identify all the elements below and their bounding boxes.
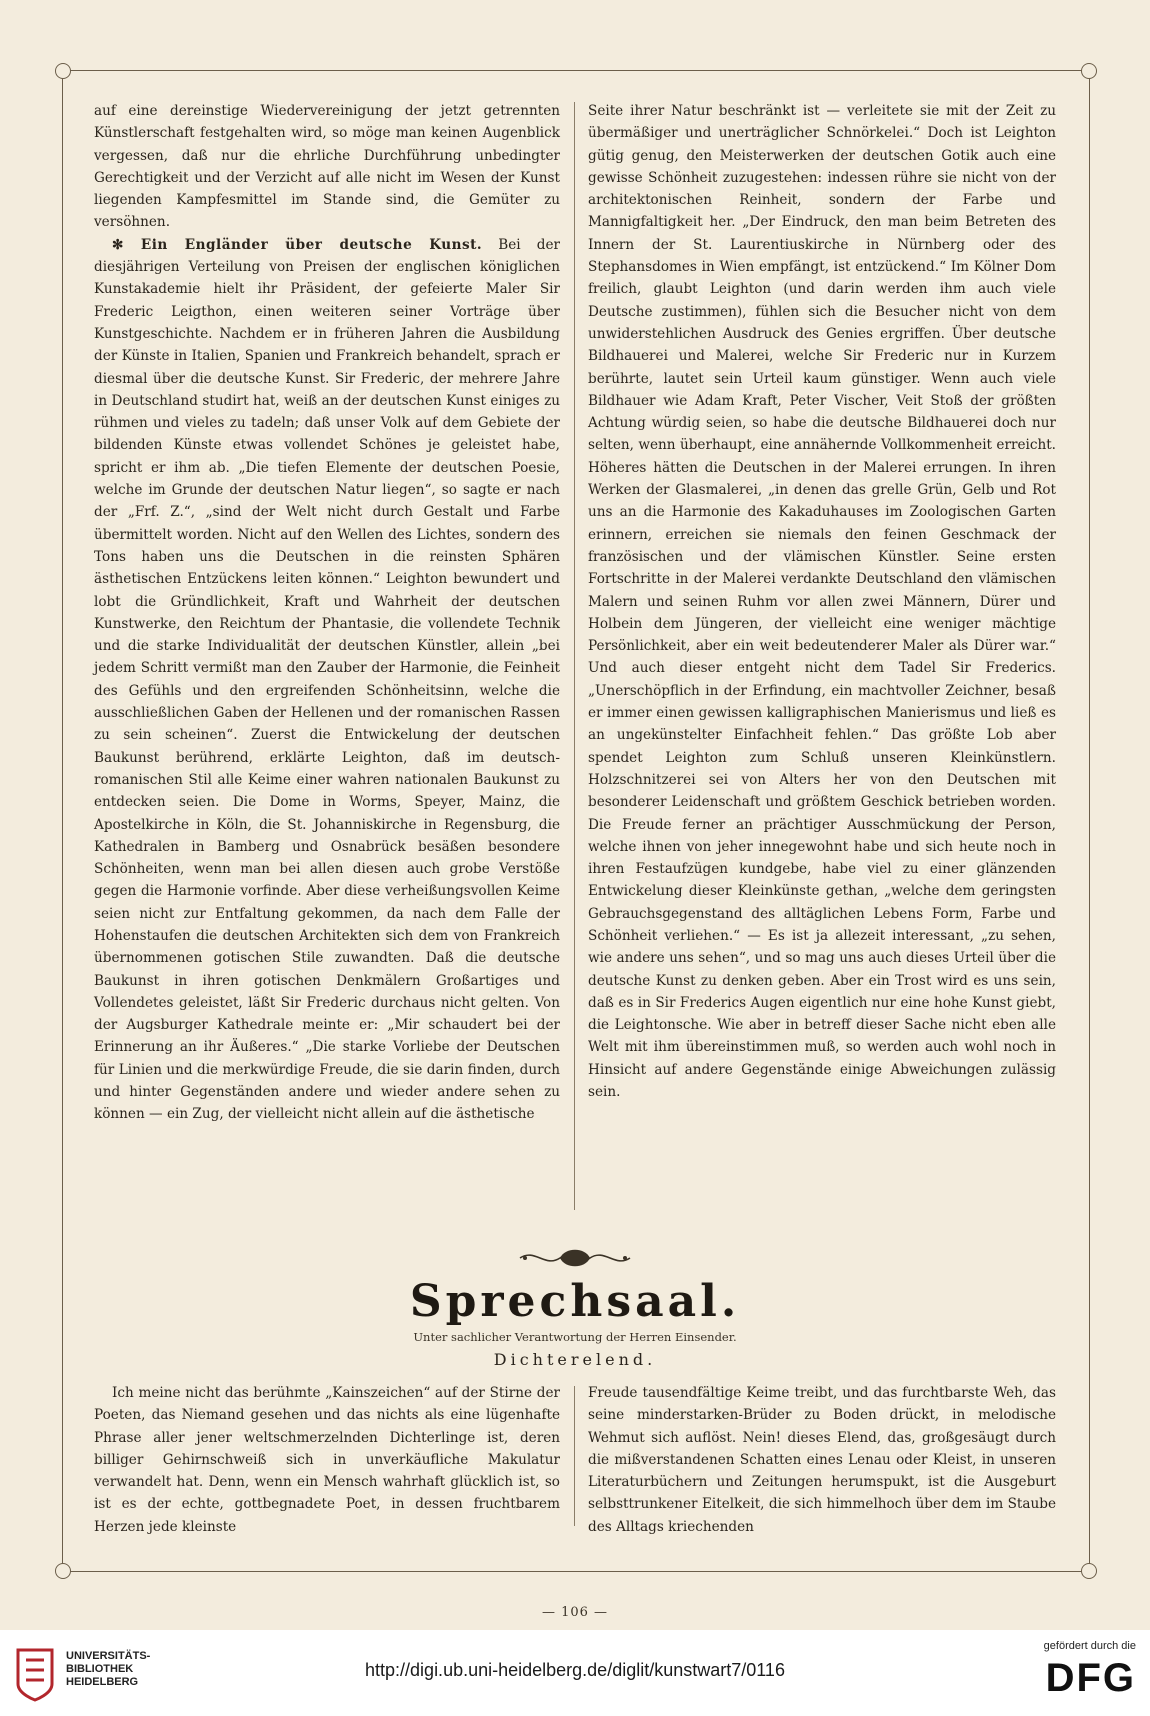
corner-ornament-icon [55, 1563, 71, 1579]
sprechsaal-column-right [588, 1382, 1056, 1538]
footer-bar [0, 1630, 1150, 1716]
section-subtitle: Unter sachlicher Verantwortung der Herren Einsender. [413, 1330, 737, 1344]
university-name-line: HEIDELBERG [66, 1676, 139, 1688]
source-url-link[interactable]: http://digi.ub.uni-heidelberg.de/diglit/kunstwart7/0116 [365, 1660, 785, 1680]
university-name-line: BIBLIOTHEK [66, 1663, 134, 1675]
sprechsaal-column-left [94, 1382, 560, 1538]
corner-ornament-icon [55, 63, 71, 79]
corner-ornament-icon [1081, 1563, 1097, 1579]
column-divider [574, 1386, 575, 1526]
page-number: — 106 — [541, 1605, 609, 1620]
university-name-line: UNIVERSITÄTS- [66, 1650, 151, 1662]
flourish-ornament-icon [515, 1243, 635, 1273]
article-paragraph [94, 234, 560, 1126]
column-divider [574, 102, 575, 1210]
article-heading: Dichterelend. [493, 1350, 657, 1369]
section-title: Sprechsaal. [409, 1276, 741, 1327]
dfg-logo: DFG [1045, 1656, 1136, 1700]
corner-ornament-icon [1081, 63, 1097, 79]
article-paragraph: Seite ihrer Natur beschränkt ist — verleitete sie mit der Zeit zu übermäßiger und unerträglicher Schnörkelei.“ Doch ist Leighton gütig genug, den Meisterwerken der deutschen Gotik auch eine gewisse Schönheit zuzugestehen: indessen rühre sie nicht von der architektonischen Reinheit, sondern der Farbe und Mannigfaltigkeit her. „Der Eindruck, den man beim Betreten des Innern der St. Laurentiuskirche in Nürnberg oder des Stephansdomes in Wien empfängt, ist entzückend.“ Im Kölner Dom freilich, glaubt Leighton (und darin werden ihm auch viele Deutsche zustimmen), fühlen sich die Besucher nicht von dem unwiderstehlichen Ausdruck des Genies ergriffen. Über deutsche Bildhauerei und Malerei, welche Sir Frederic nur in Kurzem berührte, lautet sein Urteil kaum günstiger. Wenn auch viele Bildhauer wie Adam Kraft, Peter Vischer, Veit Stoß der größten Achtung würdig seien, so habe die deutsche Bildhauerei doch nur selten, wenn überhaupt, eine annähernde Vollkommenheit erreicht. Höheres hätten die Deutschen in der Malerei errungen. In ihren Werken der Glasmalerei, „in denen das grelle Grün, Gelb und Rot uns an die Harmonie des Kakaduhauses im Zoologischen Garten erinnern, erreichen sie niemals den feinen Geschmack der französischen und der vlämischen Künstler. Seine ersten Fortschritte in der Malerei verdankte Deutschland den vlämischen Malern und seinen Ruhm vor allen zwei Männern, Dürer und Holbein dem Jüngeren, der vielleicht eine weniger mächtige Persönlichkeit, aber ein weit bedeutenderer Maler als Dürer war.“ Und auch dieser entgeht nicht dem Tadel Sir Frederics. „Unerschöpflich in der Erfindung, ein machtvoller Zeichner, besaß er immer einen gewissen kalligraphischen Manierismus und ließ es an ungekünstelter Einfachheit fehlen.“ Das größte Lob aber spendet Leighton zum Schluß unseren Kleinkünstlern. Holzschnitzerei sei von Alters her von den Deutschen mit besonderer Leidenschaft und größtem Geschick betrieben worden. Die Freude ferner an prächtiger Ausschmückung der Person, welche ihnen von jeher innegewohnt habe und sich heute noch in ihren Festaufzügen kundgebe, habe viel zu einer glänzenden Entwickelung dieser Kleinkünste gethan, „welche dem geringsten Gebrauchsgegenstand des alltäglichen Lebens Form, Farbe und Schönheit verliehen.“ — Es ist ja allezeit interessant, „zu sehen, wie andere uns sehen“, und so mag uns auch dieses Urteil über die deutsche Kunst zu denken geben. Aber ein Trost wird es uns sein, daß es in Sir Frederics Augen eigentlich nur eine hohe Kunst giebt, die Leightonsche. Wie aber in betreff dieser Sache nicht eben alle Welt mit ihm übereinstimmen muß, so werden auch wohl noch in Hinsicht auf andere Gegenstände einige Abweichungen zulässig sein. [588, 103, 1056, 1101]
article-column-left [94, 100, 560, 1126]
article-column-right [588, 100, 1056, 1103]
funding-note: gefördert durch die [1043, 1640, 1136, 1652]
article-paragraph: auf eine dereinstige Wiedervereinigung der jetzt getrennten Künstlerschaft festgehalten wird, so möge man keinen Augenblick vergessen, daß nur die ehrliche Durchführung unbedingter Gerechtigkeit und der Verzicht auf alle nicht im Wesen der Kunst liegenden Kampfesmittel im Stande sind, die Gemüter zu versöhnen. [94, 103, 560, 231]
article-paragraph: Ich meine nicht das berühmte „Kainszeichen“ auf der Stirne der Poeten, das Niemand gesehen und das nichts als eine lügenhafte Phrase aller jener weltschmerzelnden Dichterlinge ist, deren billiger Gehirnschweiß sich in unverkäufliche Makulatur verwandelt hat. Denn, wenn ein Mensch wahrhaft glücklich ist, so ist es der echte, gottbegnadete Poet, in dessen fruchtbarem Herzen jede kleinste [94, 1385, 560, 1535]
article-paragraph: Freude tausendfältige Keime treibt, und das furchtbarste Weh, das seine minderstarken-Brüder zu Boden drückt, in melodische Wehmut sich auflöst. Nein! dieses Elend, das, großgesäugt durch die mißverstandenen Schatten eines Lenau oder Kleist, in unseren Literaturbüchern und Zeitungen herumspukt, ist die Ausgeburt selbsttrunkener Eitelkeit, die sich himmelhoch über dem im Staube des Alltags kriechenden [588, 1385, 1056, 1535]
section-heading: ✻ Ein Engländer über deutsche Kunst. [112, 236, 483, 253]
article-text: Bei der diesjährigen Verteilung von Preisen der englischen königlichen Kunstakademie hielt ihr Präsident, der gefeierte Maler Sir Frederic Leigthon, einen weiteren seiner Vorträge über Kunstgeschichte. Nachdem er in früheren Jahren die Ausbildung der Künste in Italien, Spanien und Frankreich behandelt, sprach er diesmal über die deutsche Kunst. Sir Frederic, der mehrere Jahre in Deutschland studirt hat, weiß an der deutschen Kunst einiges zu rühmen und vieles zu tadeln; daß unser Volk auf dem Gebiete der bildenden Künste etwas vollendet Schönes je geleistet habe, spricht er ihm ab. „Die tiefen Elemente der deutschen Poesie, welche im Grunde der deutschen Natur liegen“, so sagte er nach der „Frf. Z.“, „sind der Welt nicht durch Gestalt und Farbe übermittelt worden. Nicht auf den Wellen des Lichtes, sondern des Tons haben uns die Deutschen in die reinsten Sphären ästhetischen Entzückens leiten können.“ Leighton bewundert und lobt die Gründlichkeit, Kraft und Wahrheit der deutschen Kunstwerke, den Reichtum der Phantasie, die vollendete Technik und die starke Individualität der deutschen Künstler, allein „bei jedem Schritt vermißt man den Zauber der Harmonie, die Feinheit des Gefühls und den ergreifenden Schönheitsinn, welche die ausschließlichen Gaben der Hellenen und der romanischen Rassen zu sein scheinen“. Zuerst die Entwickelung der deutschen Baukunst berührend, erklärte Leighton, daß im deutsch-romanischen Stil alle Keime einer wahren nationalen Baukunst zu entdecken seien. Die Dome in Worms, Speyer, Mainz, die Apostelkirche in Köln, die St. Johanniskirche in Regensburg, die Kathedralen in Bamberg und Osnabrück besäßen besondere Schönheiten, wenn man bei allen diesen auch grobe Verstöße gegen die Harmonie vorfinde. Aber diese verheißungsvollen Keime seien nicht zur Entfaltung gekommen, da nach dem Falle der Hohenstaufen die deutschen Architekten sich dem von Frankreich übernommenen gotischen Stile zuwandten. Daß die deutsche Baukunst in ihren gotischen Denkmälern Großartiges und Vollendetes geleistet, läßt Sir Frederic durchaus nicht gelten. Von der Augsburger Kathedrale meinte er: „Mir schaudert bei der Erinnerung an ihr Äußeres.“ „Die starke Vorliebe der Deutschen für Linien und die merkwürdige Freude, die sie darin finden, durch und hinter Gegenständen andere und wieder andere sehen zu können — ein Zug, der vielleicht nicht allein auf die ästhetische [94, 236, 560, 1123]
